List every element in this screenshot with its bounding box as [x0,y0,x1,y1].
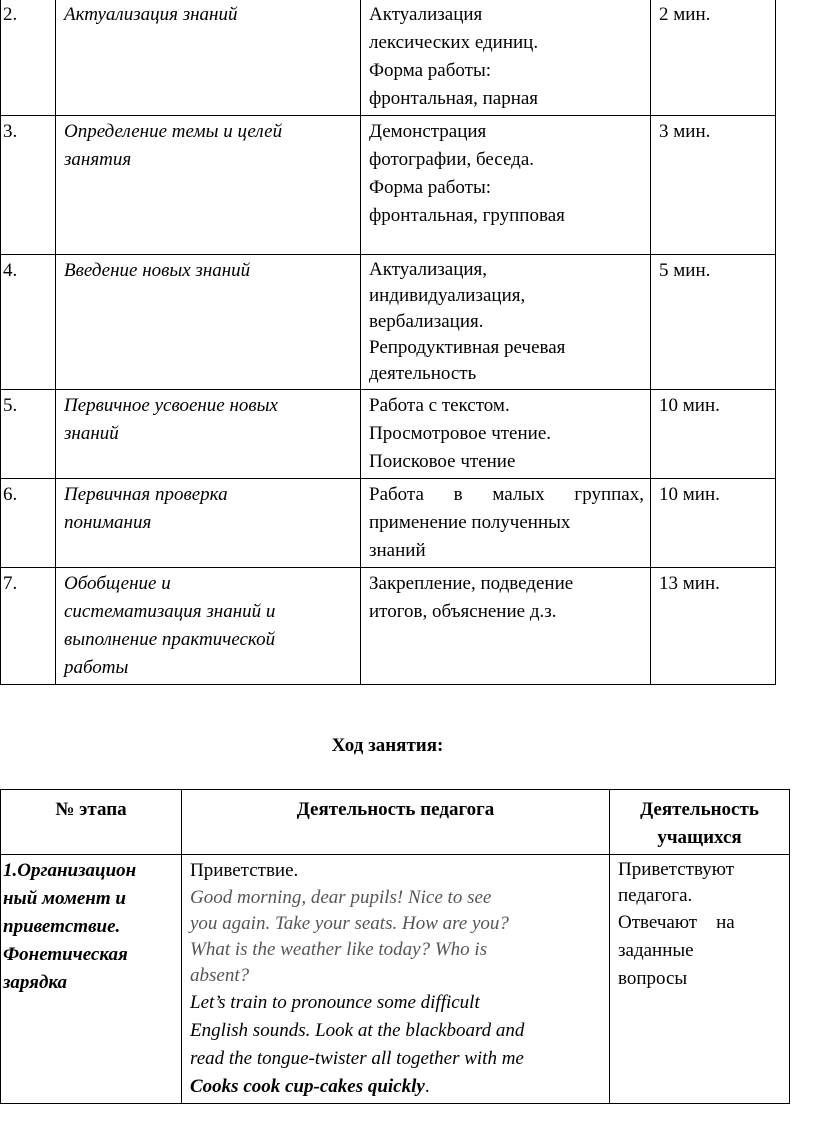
stage-number: 5. [1,390,56,479]
course-row [1,855,790,1104]
stage-activity [361,0,651,116]
stage-cell [1,855,182,1104]
stage-activity-line: Актуализация [369,4,483,25]
stage-name [56,0,361,116]
train-line: Let’s train to pronounce some difficult [190,992,480,1013]
stage-row [1,255,776,390]
tongue-twister: Cooks cook cup-cakes quickly [190,1076,425,1097]
stage-activity-line: Просмотровое чтение. [369,423,552,444]
stage-activity-line: Закрепление, подведение [369,573,574,594]
stage-activity-line: фронтальная, парная [369,88,539,109]
stage-name-line: Обобщение и [64,573,171,594]
stages-table-body [1,0,776,685]
stage-name-line: Первичная проверка [64,484,228,505]
stage-time: 3 мин. [651,116,776,255]
stage-name [56,390,361,479]
header-students [610,790,790,855]
students-line: Приветствуют [618,859,735,880]
stage-line: ный момент и [3,888,126,909]
stage-name-line: выполнение практической [64,629,276,650]
greeting-text: Приветствие. [190,860,299,881]
students-line: заданные [618,940,694,961]
header-students-line1: Деятельность [640,799,759,820]
english-line: What is the weather like today? Who is [190,939,488,960]
english-line: Good morning, dear pupils! Nice to see [190,887,492,908]
header-students-line2: учащихся [657,827,742,848]
stage-name-line: понимания [64,512,152,533]
header-stage: № этапа [1,790,182,855]
students-line: педагога. [618,885,693,906]
stage-number: 2. [1,0,56,116]
stage-row [1,116,776,255]
stage-activity-line: Поисковое чтение [369,451,516,472]
stage-activity-line: фронтальная, групповая [369,205,565,226]
stage-activity [361,116,651,255]
section-heading: Ход занятия: [331,735,444,756]
stage-activity-line: фотографии, беседа. [369,149,535,170]
train-line: read the tongue-twister all together with me [190,1048,524,1069]
students-line: вопросы [618,968,688,989]
stage-name-line: Актуализация знаний [64,4,238,25]
stage-activity-line: Работа в малых группах, [369,484,644,505]
stage-name [56,479,361,568]
stage-activity-line: Форма работы: [369,60,491,81]
stage-activity [361,255,651,390]
stage-name [56,255,361,390]
stage-number: 4. [1,255,56,390]
stage-name-line: работы [64,657,129,678]
stage-name [56,116,361,255]
course-header-row [1,790,790,855]
stage-line: Фонетическая [3,944,128,965]
stage-time: 2 мин. [651,0,776,116]
tongue-twister-line [190,1073,603,1101]
english-line: absent? [190,965,250,986]
stage-activity-line: применение полученных [369,512,571,533]
students-cell [610,855,790,1104]
stage-row [1,390,776,479]
stage-activity-line: вербализация. [369,311,484,332]
english-line: you again. Take your seats. How are you? [190,913,509,934]
train-line: English sounds. Look at the blackboard and [190,1020,525,1041]
stage-time: 10 мин. [651,479,776,568]
stage-name-line: занятия [64,149,132,170]
stage-time: 5 мин. [651,255,776,390]
stage-activity-line: Демонстрация [369,121,487,142]
stage-number: 3. [1,116,56,255]
stage-row [1,0,776,116]
stage-activity-line: деятельность [369,363,477,384]
stage-activity-line: Актуализация, [369,259,488,280]
stage-line: приветствие. [3,916,121,937]
stage-name-line: Первичное усвоение новых [64,395,278,416]
stage-activity-line: Репродуктивная речевая [369,337,566,358]
stage-activity-line: индивидуализация, [369,285,526,306]
stage-activity-line: знаний [369,540,426,561]
stage-name-line: Определение темы и целей [64,121,283,142]
teacher-cell [182,855,610,1104]
students-answer-line: Отвечают на [618,912,735,933]
stage-row [1,568,776,685]
stage-activity [361,568,651,685]
stage-time: 10 мин. [651,390,776,479]
stage-name-line: знаний [64,423,119,444]
stage-activity-line: Форма работы: [369,177,491,198]
stage-line: 1.Организацион [3,860,137,881]
stage-name [56,568,361,685]
course-table [0,789,790,1104]
stage-row [1,479,776,568]
stage-activity-line: итогов, объяснение д.з. [369,601,557,622]
stage-name-line: Введение новых знаний [64,260,251,281]
stage-activity [361,390,651,479]
stage-line: зарядка [3,972,68,993]
header-teacher: Деятельность педагога [182,790,610,855]
stage-name-line: систематизация знаний и [64,601,276,622]
stage-time: 13 мин. [651,568,776,685]
stage-number: 6. [1,479,56,568]
stage-number: 7. [1,568,56,685]
end-period: . [424,1076,430,1097]
stage-activity-line: Работа с текстом. [369,395,510,416]
stage-activity-line: лексических единиц. [369,32,539,53]
stage-activity [361,479,651,568]
